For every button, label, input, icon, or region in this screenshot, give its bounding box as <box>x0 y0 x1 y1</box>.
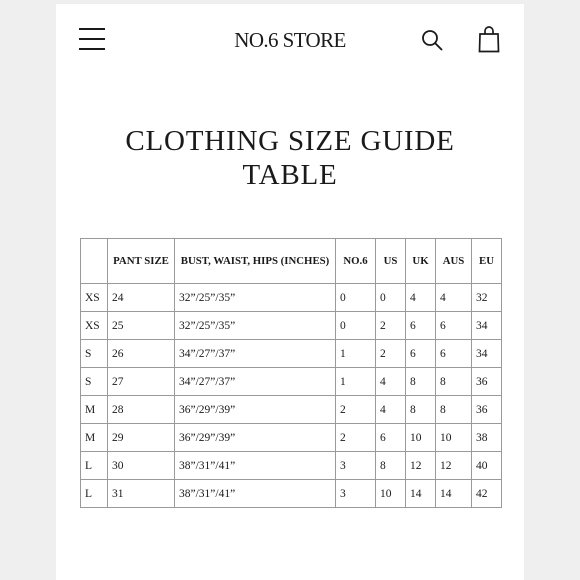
aus-cell: 12 <box>436 452 472 480</box>
shopping-bag-icon <box>478 25 500 53</box>
aus-cell: 8 <box>436 368 472 396</box>
uk-cell: 12 <box>406 452 436 480</box>
pant-size-cell: 25 <box>108 312 175 340</box>
column-header-measurements: BUST, WAIST, HIPS (INCHES) <box>175 239 336 284</box>
size-cell: M <box>81 396 108 424</box>
measurements-cell: 38”/31”/41” <box>175 480 336 508</box>
measurements-cell: 36”/29”/39” <box>175 396 336 424</box>
measurements-cell: 32”/25”/35” <box>175 312 336 340</box>
pant-size-cell: 31 <box>108 480 175 508</box>
table-row <box>81 368 502 396</box>
aus-cell: 8 <box>436 396 472 424</box>
eu-cell: 34 <box>472 340 502 368</box>
no6-cell: 2 <box>336 424 376 452</box>
us-cell: 0 <box>376 284 406 312</box>
table-header-row <box>81 239 502 284</box>
uk-cell: 6 <box>406 340 436 368</box>
column-header-uk: UK <box>406 239 436 284</box>
no6-cell: 0 <box>336 312 376 340</box>
size-cell: S <box>81 368 108 396</box>
table-row <box>81 340 502 368</box>
eu-cell: 40 <box>472 452 502 480</box>
us-cell: 4 <box>376 368 406 396</box>
pant-size-cell: 30 <box>108 452 175 480</box>
pant-size-cell: 26 <box>108 340 175 368</box>
aus-cell: 10 <box>436 424 472 452</box>
table-row <box>81 396 502 424</box>
size-cell: S <box>81 340 108 368</box>
search-button[interactable] <box>421 29 443 51</box>
table-row <box>81 424 502 452</box>
store-logo[interactable]: NO.6 STORE <box>234 28 346 52</box>
aus-cell: 14 <box>436 480 472 508</box>
measurements-cell: 38”/31”/41” <box>175 452 336 480</box>
size-guide-table <box>80 238 502 508</box>
page <box>56 4 524 580</box>
uk-cell: 10 <box>406 424 436 452</box>
no6-cell: 1 <box>336 340 376 368</box>
page-title-line-1: CLOTHING SIZE GUIDE <box>125 125 455 157</box>
us-cell: 8 <box>376 452 406 480</box>
no6-cell: 3 <box>336 452 376 480</box>
search-icon <box>421 29 443 51</box>
table-row <box>81 480 502 508</box>
uk-cell: 8 <box>406 368 436 396</box>
measurements-cell: 32”/25”/35” <box>175 284 336 312</box>
eu-cell: 34 <box>472 312 502 340</box>
us-cell: 2 <box>376 340 406 368</box>
pant-size-cell: 24 <box>108 284 175 312</box>
size-cell: XS <box>81 284 108 312</box>
uk-cell: 8 <box>406 396 436 424</box>
uk-cell: 6 <box>406 312 436 340</box>
cart-button[interactable] <box>478 25 500 53</box>
eu-cell: 32 <box>472 284 502 312</box>
store-header <box>56 4 524 76</box>
no6-cell: 3 <box>336 480 376 508</box>
measurements-cell: 34”/27”/37” <box>175 368 336 396</box>
us-cell: 2 <box>376 312 406 340</box>
pant-size-cell: 29 <box>108 424 175 452</box>
us-cell: 4 <box>376 396 406 424</box>
uk-cell: 14 <box>406 480 436 508</box>
table-row <box>81 312 502 340</box>
page-title-line-2: TABLE <box>242 159 338 191</box>
us-cell: 10 <box>376 480 406 508</box>
column-header-size <box>81 239 108 284</box>
table-row <box>81 284 502 312</box>
column-header-pant-size: PANT SIZE <box>108 239 175 284</box>
eu-cell: 36 <box>472 368 502 396</box>
pant-size-cell: 27 <box>108 368 175 396</box>
measurements-cell: 36”/29”/39” <box>175 424 336 452</box>
no6-cell: 2 <box>336 396 376 424</box>
pant-size-cell: 28 <box>108 396 175 424</box>
table-row <box>81 452 502 480</box>
no6-cell: 1 <box>336 368 376 396</box>
eu-cell: 42 <box>472 480 502 508</box>
size-cell: L <box>81 480 108 508</box>
column-header-aus: AUS <box>436 239 472 284</box>
uk-cell: 4 <box>406 284 436 312</box>
eu-cell: 36 <box>472 396 502 424</box>
size-cell: XS <box>81 312 108 340</box>
column-header-us: US <box>376 239 406 284</box>
eu-cell: 38 <box>472 424 502 452</box>
page-title <box>100 124 480 192</box>
aus-cell: 4 <box>436 284 472 312</box>
size-cell: L <box>81 452 108 480</box>
column-header-no6: NO.6 <box>336 239 376 284</box>
size-cell: M <box>81 424 108 452</box>
aus-cell: 6 <box>436 340 472 368</box>
us-cell: 6 <box>376 424 406 452</box>
no6-cell: 0 <box>336 284 376 312</box>
measurements-cell: 34”/27”/37” <box>175 340 336 368</box>
column-header-eu: EU <box>472 239 502 284</box>
aus-cell: 6 <box>436 312 472 340</box>
